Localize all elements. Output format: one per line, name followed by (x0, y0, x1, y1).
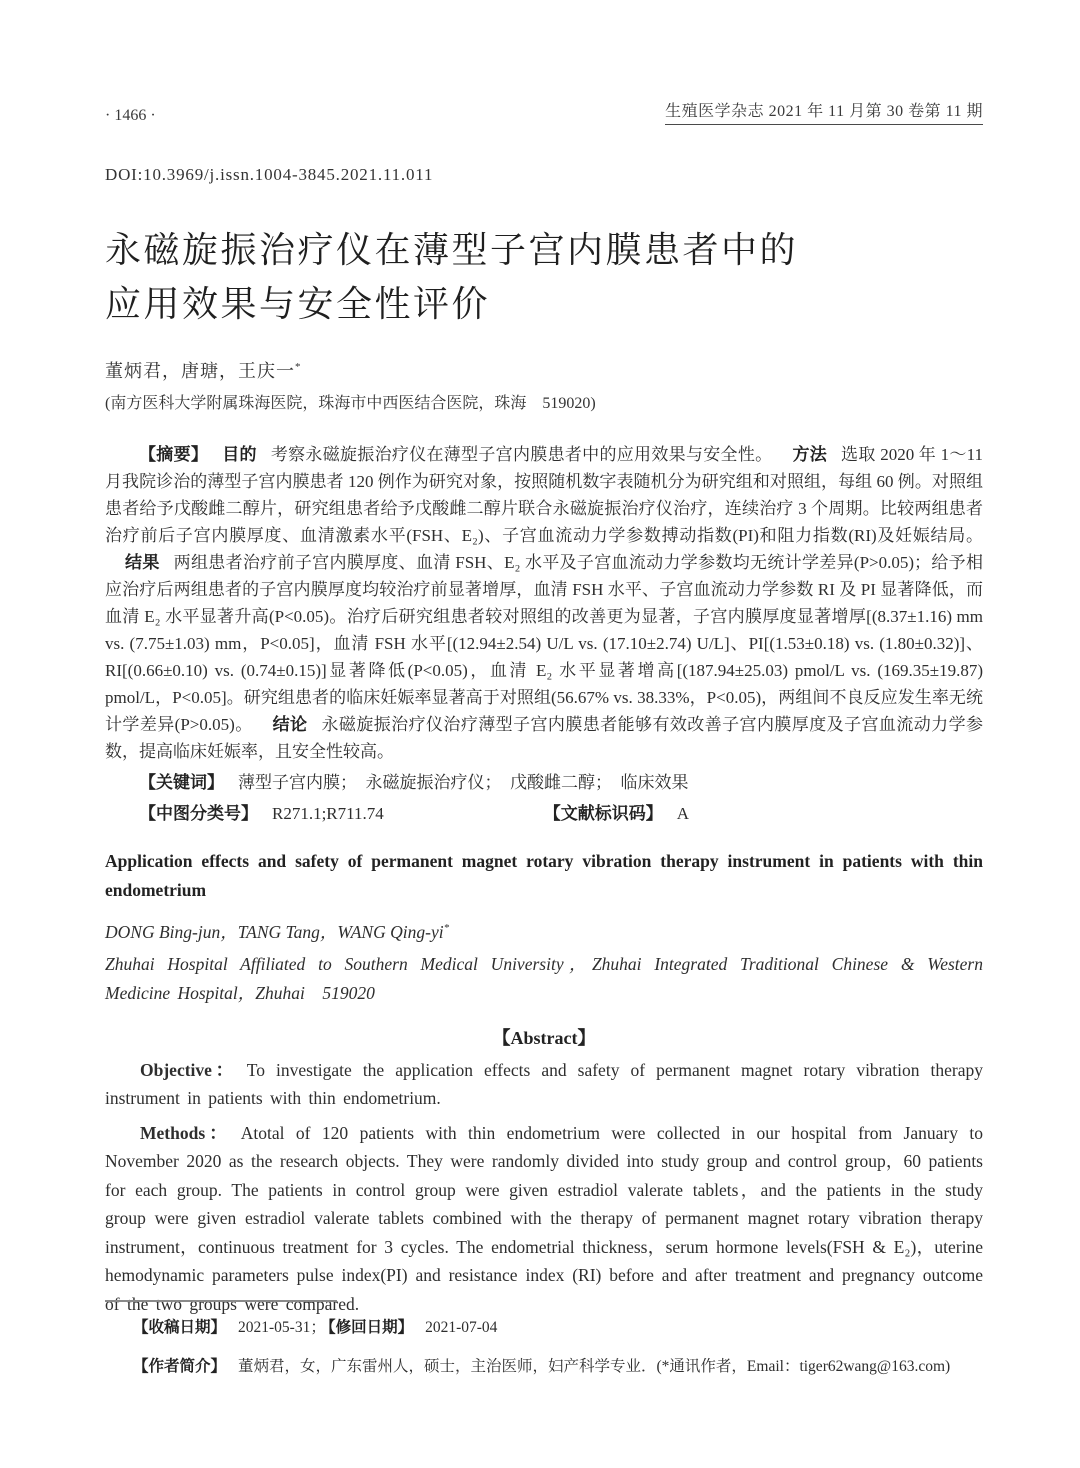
article-title-en: Application effects and safety of permanent magnet rotary vibration therapy instrument in patients with thin endometrium (105, 851, 983, 900)
authors-cn-names: 董炳君，唐瑭，王庆一 (105, 361, 295, 381)
footnote-dates (133, 1315, 983, 1341)
authors-en (105, 914, 983, 946)
methods-paragraph-en (105, 1119, 983, 1319)
abstract-label-cn: 【摘要】 (139, 445, 209, 464)
page-header (105, 98, 983, 125)
affiliation-cn: (南方医科大学附属珠海医院，珠海市中西医结合医院，珠海 519020) (105, 395, 596, 412)
objective-label-cn: 目的 (222, 445, 257, 464)
doc-code-value: A (676, 804, 690, 823)
objective-text-en: To investigate the application effects and safety of permanent magnet rotary vibration therapy instrument in patients with thin endometrium. (105, 1059, 983, 1109)
footnote-divider (105, 1300, 337, 1302)
conclusion-text-cn: 永磁旋振治疗仪治疗薄型子宫内膜患者能够有效改善子宫内膜厚度及子宫血流动力学参数，提高临床妊娠率，且安全性较高。 (105, 715, 984, 761)
abstract-cn (105, 441, 983, 765)
results-label-cn: 结果 (125, 553, 160, 572)
objective-paragraph-en (105, 1056, 983, 1113)
results-text-cn: 两组患者治疗前子宫内膜厚度、血清 FSH、E₂ 水平及子宫血流动力学参数均无统计学差异(P>0.05)；给予相应治疗后两组患者的子宫内膜厚度均较治疗前显著增厚，血清 FSH 水平、子宫血流动力学参数 RI 及 PI 显著降低，而血清 E₂ 水平显著升高(P<0.05)。治疗后研究组患者较对照组的改善更为显著，子宫内膜厚度显著增厚[(8.37±1.16) mm vs. (7.75±1.03) mm，P<0.05]，血清 FSH 水平[(12.94±2.54) U/L vs. (17.10±2.74) U/L]、PI[(1.53±0.18) vs. (1.80±0.32)]、RI[(0.66±0.10) vs. (0.74±0.15)]显著降低(P<0.05)，血清 E₂ 水平显著增高[(187.94±25.03) pmol/L vs. (169.35±19.87) pmol/L，P<0.05]。研究组患者的临床妊娠率显著高于对照组(56.67% vs. 38.33%，P<0.05)，两组间不良反应发生率无统计学差异(P>0.05)。 (105, 553, 983, 734)
methods-text-cn: 选取 2020 年 1～11 月我院诊治的薄型子宫内膜患者 120 例作为研究对象，按照随机数字表随机分为研究组和对照组，每组 60 例。对照组患者给予戊酸雌二醇片，研究组患者给予戊酸雌二醇片联合永磁旋振治疗仪治疗，连续治疗 3 个周期。比较两组患者治疗前后子宫内膜厚度、血清激素水平(FSH、E₂)、子宫血流动力学参数搏动指数(PI)和阻力指数(RI)及妊娠结局。 (105, 445, 984, 545)
received-date-label: 【收稿日期】 (133, 1319, 227, 1336)
objective-text-cn: 考察永磁旋振治疗仪在薄型子宫内膜患者中的应用效果与安全性。 (270, 445, 773, 464)
author-bio-label: 【作者简介】 (133, 1358, 227, 1375)
footnote-block (105, 1300, 983, 1380)
abstract-heading-en: 【Abstract】 (492, 1027, 596, 1048)
keywords-line (105, 769, 983, 796)
article-title-cn-line2: 应用效果与安全性评价 (105, 284, 491, 324)
authors-en-names: DONG Bing-jun，TANG Tang，WANG Qing-yi (105, 921, 444, 942)
keywords-text: 薄型子宫内膜； 永磁旋振治疗仪； 戊酸雌二醇； 临床效果 (238, 773, 689, 792)
objective-label-en: Objective： (140, 1059, 237, 1080)
methods-text-en: Atotal of 120 patients with thin endometrium were collected in our hospital from January to November 2020 as the research objects. They were randomly divided into study group and control group，60 patients for each group. The patients in control group were given estradiol valerate tablets，and the patients in the study group were given estradiol valerate tablets combined with the therapy of permanent magnet rotary vibration therapy instrument，continuous treatment for 3 cycles. The endometrial thickness，serum hormone levels(FSH & E₂)，uterine hemodynamic parameters pulse index(PI) and resistance index (RI) before and after treatment and pregnancy outcome of the two groups were compared. (105, 1122, 983, 1314)
revised-date-value: 2021-07-04 (425, 1319, 498, 1336)
conclusion-label-cn: 结论 (272, 715, 308, 734)
page-number: · 1466 · (105, 107, 156, 124)
doi-line: DOI:10.3969/j.issn.1004-3845.2021.11.011 (105, 165, 434, 184)
footnote-author-bio (133, 1354, 983, 1380)
article-title-cn (105, 223, 983, 331)
revised-date-label: 【修回日期】 (327, 1319, 414, 1336)
corresponding-author-marker-en: * (443, 922, 450, 934)
classification-line (105, 800, 983, 827)
corresponding-author-marker: * (295, 361, 302, 373)
received-date-value: 2021-05-31； (238, 1319, 326, 1336)
clc-label: 【中图分类号】 (139, 804, 258, 823)
authors-cn (105, 357, 983, 383)
methods-label-en: Methods： (140, 1122, 231, 1143)
journal-reference: 生殖医学杂志 2021 年 11 月第 30 卷第 11 期 (665, 98, 983, 125)
doc-code-label: 【文献标识码】 (543, 804, 663, 823)
author-bio-text: 董炳君，女，广东雷州人，硕士，主治医师，妇产科学专业．(*通讯作者，Email：tiger62wang@163.com) (238, 1358, 951, 1375)
article-title-cn-line1: 永磁旋振治疗仪在薄型子宫内膜患者中的 (105, 230, 799, 270)
methods-label-cn: 方法 (792, 445, 828, 464)
keywords-label: 【关键词】 (139, 773, 224, 792)
affiliation-en: Zhuhai Hospital Affiliated to Southern Medical University，Zhuhai Integrated Traditional Chinese & Western Medicine Hospital，Zhuhai 519020 (105, 953, 983, 1003)
clc-value: R271.1;R711.74 (272, 804, 384, 823)
